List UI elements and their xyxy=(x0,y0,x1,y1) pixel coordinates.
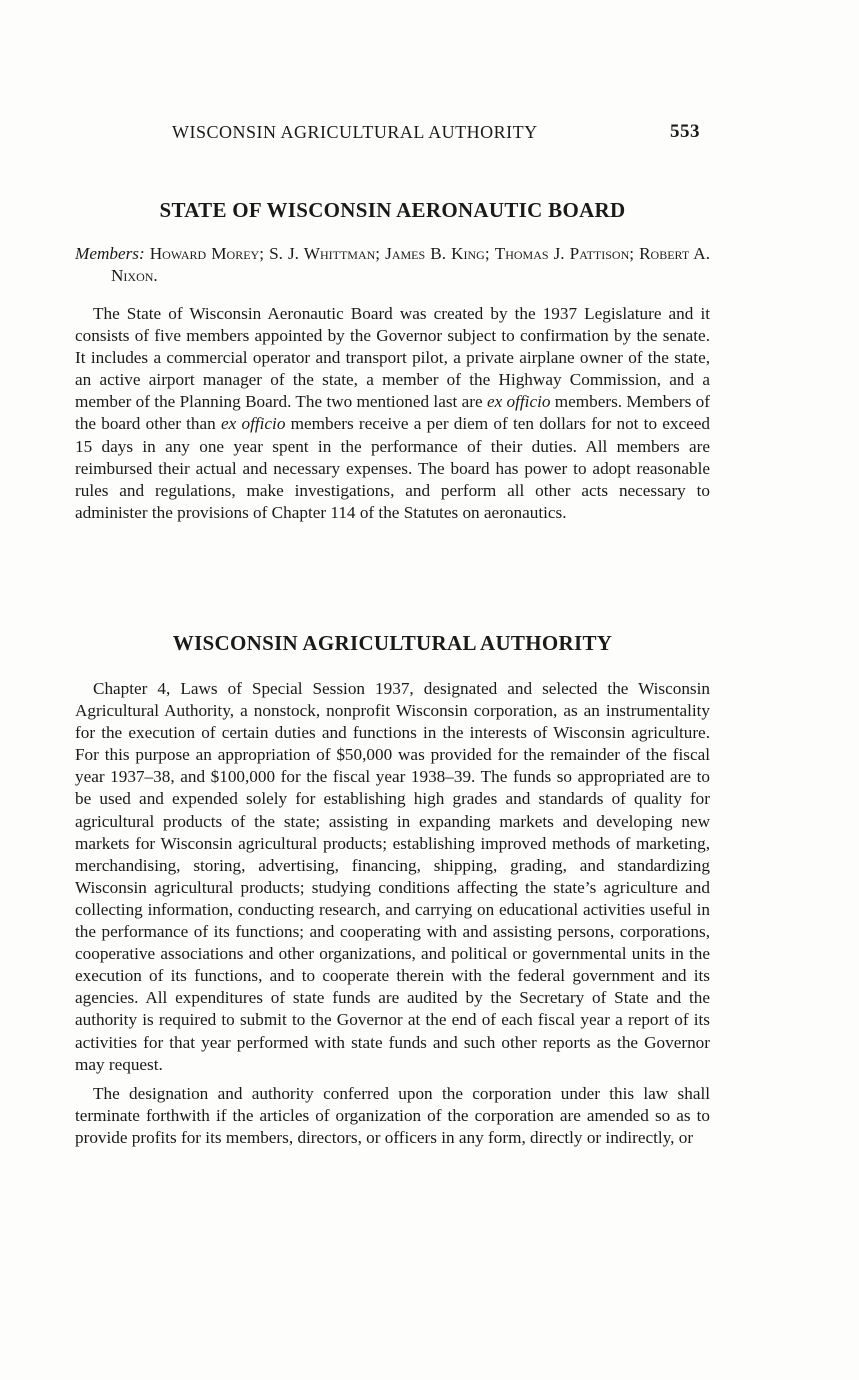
text-run: members. Members of the board other than xyxy=(75,392,710,434)
member-name: Thomas J. Pattison; xyxy=(494,244,635,263)
section-heading: STATE OF WISCONSIN AERONAUTIC BOARD xyxy=(159,198,626,222)
members-list xyxy=(75,243,710,287)
body-paragraph: The designation and authority conferred upon the corporation under this law shall terminate forthwith if the articles of organization of the corporation are amended so as to provide profits for its members, directors, or officers in any form, directly or indirectly, or xyxy=(75,1083,710,1147)
text-run: The State of Wisconsin Aeronautic Board was created by the 1937 Legislature and it consists of five members appointed by the Governor subject to confirmation by the senate. It includes a commercial operator and transport pilot, a private airplane owner of the state, an active airport manager of the state, a member of the Highway Commission, and a member of the Planning Board. The two mentioned last are xyxy=(75,304,710,412)
running-title: WISCONSIN AGRICULTURAL AUTHORITY xyxy=(172,122,538,142)
members-label: Members: xyxy=(75,244,145,263)
italic-term: ex officio xyxy=(221,414,286,434)
section-aeronautic-board xyxy=(75,198,710,524)
italic-term: ex officio xyxy=(486,392,551,412)
member-name: S. J. Whittman; xyxy=(269,244,381,263)
body-paragraph xyxy=(75,303,710,524)
running-header xyxy=(172,122,700,146)
section-heading: WISCONSIN AGRICULTURAL AUTHORITY xyxy=(172,631,613,655)
page-number: 553 xyxy=(670,121,700,142)
member-name: Howard Morey; xyxy=(149,244,264,263)
section-agricultural-authority xyxy=(75,631,710,1149)
text-run: members receive a per diem of ten dollars for not to exceed 15 days in any one year spent in the performance of their duties. All members are reimbursed their actual and necessary expenses. The board has power to adopt reasonable rules and regulations, make investigations, and perform all other acts necessary to administer the provisions of Chapter 114 of the Statutes on aeronautics. xyxy=(75,414,710,522)
member-name: Robert A. Nixon. xyxy=(111,244,711,285)
member-name: James B. King; xyxy=(385,244,490,263)
body-paragraph: Chapter 4, Laws of Special Session 1937, designated and selected the Wisconsin Agricultural Authority, a nonstock, nonprofit Wisconsin corporation, as an instrumentality for the execution of certain duties and functions in the interests of Wisconsin agriculture. For this purpose an appropriation of $50,000 was provided for the remainder of the fiscal year 1937–38, and $100,000 for the fiscal year 1938–39. The funds so appropriated are to be used and expended solely for establishing high grades and standards of quality for agricultural products of the state; assisting in expanding markets and developing new markets for Wisconsin agricultural products; establishing improved methods of marketing, merchandising, storing, advertising, financing, shipping, grading, and standardizing Wisconsin agricultural products; studying conditions affecting the state’s agriculture and collecting information, conducting research, and carrying on educational activities useful in the performance of its functions; and cooperating with and assisting persons, corporations, cooperative associations and other organizations, and political or governmental units in the execution of its functions, and to cooperate therein with the federal government and its agencies. All expenditures of state funds are audited by the Secretary of State and the authority is required to submit to the Governor at the end of each fiscal year a report of its activities for that year performed with state funds and such other reports as the Governor may request. xyxy=(75,679,710,1074)
